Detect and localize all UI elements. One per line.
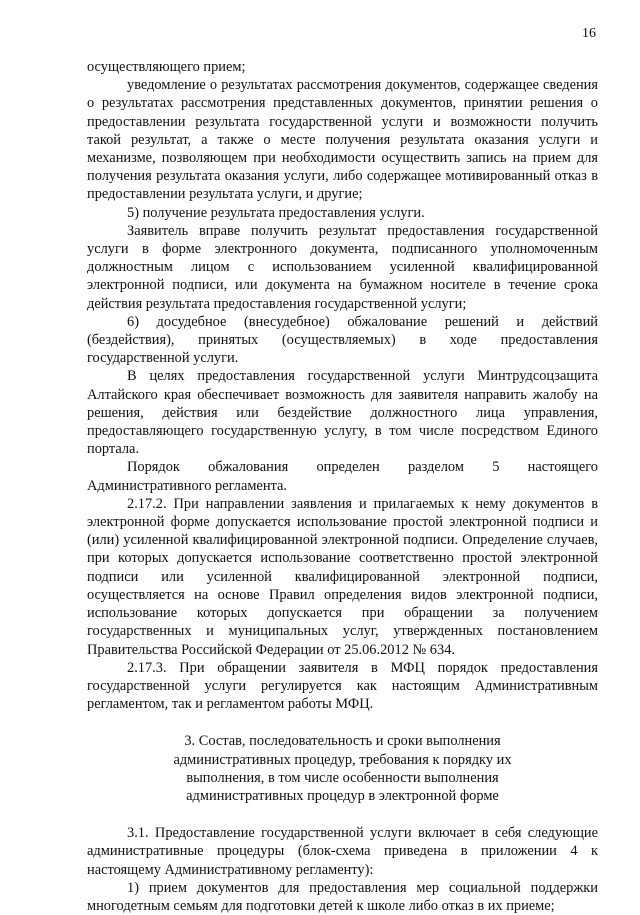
paragraph: 3.1. Предоставление государственной услуги включает в себя следующие административные процедуры (блок-схема приведена в приложении 4 к настоящему Административному регламенту): — [87, 825, 598, 878]
paragraph: Порядок обжалования определен разделом 5 настоящего Административного регламента. — [87, 459, 598, 494]
paragraph: В целях предоставления государственной услуги Минтрудсоцзащита Алтайского края обеспечивает возможность для заявителя направить жалобу на решения, действия или бездействие должностного лица управления, предоставляющего государственную услугу, в том числе посредством Единого портала. — [87, 368, 598, 458]
document-body — [87, 58, 598, 915]
paragraph: 6) досудебное (внесудебное) обжалование решений и действий (бездействия), принятых (осуществляемых) в ходе предоставления государственной услуги. — [87, 313, 598, 367]
page-number: 16 — [582, 26, 596, 41]
paragraph: 1) прием документов для предоставления мер социальной поддержки многодетным семьям для подготовки детей к школе либо отказ в их приеме; — [87, 879, 598, 914]
paragraph: 5) получение результата предоставления услуги. — [127, 204, 425, 221]
paragraph: уведомление о результатах рассмотрения документов, содержащее сведения о результатах рассмотрения представленных документов, принятии решения о предоставлении результата государственной услуги и возможности получить такой результат, а также о месте получения результата оказания услуги и механизме, позволяющем при необходимости осуществить запись на прием для получения результата оказания услуги, либо содержащее мотивированный отказ в предоставлении результата услуги, и другие; — [87, 77, 598, 203]
paragraph: Заявитель вправе получить результат предоставления государственной услуги в форме электронного документа, подписанного уполномоченным должностным лицом с использованием усиленной квалифицированной электронной подписи, или документа на бумажном носителе в течение срока действия результата предоставления государственной услуги; — [87, 222, 598, 312]
section-heading: 3. Состав, последовательность и сроки выполнения административных процедур, требования к порядку их выполнения, в том числе особенности выполнения административных процедур в электронной форме — [173, 733, 512, 804]
paragraph: 2.17.2. При направлении заявления и прилагаемых к нему документов в электронной форме допускается использование простой электронной подписи и (или) усиленной квалифицированной электронной подписи. Определение случаев, при которых допускается использование соответственно простой электронной подписи или усиленной квалифицированной электронной подписи, осуществляется на основе Правил определения видов электронной подписи, использование которых допускается при обращении за получением государственных и муниципальных услуг, утвержденных постановлением Правительства Российской Федерации от 25.06.2012 № 634. — [87, 495, 598, 658]
paragraph: 2.17.3. При обращении заявителя в МФЦ порядок предоставления государственной услуги регулируется как настоящим Административным регламентом, так и регламентом работы МФЦ. — [87, 659, 598, 713]
paragraph: осуществляющего прием; — [87, 59, 246, 75]
